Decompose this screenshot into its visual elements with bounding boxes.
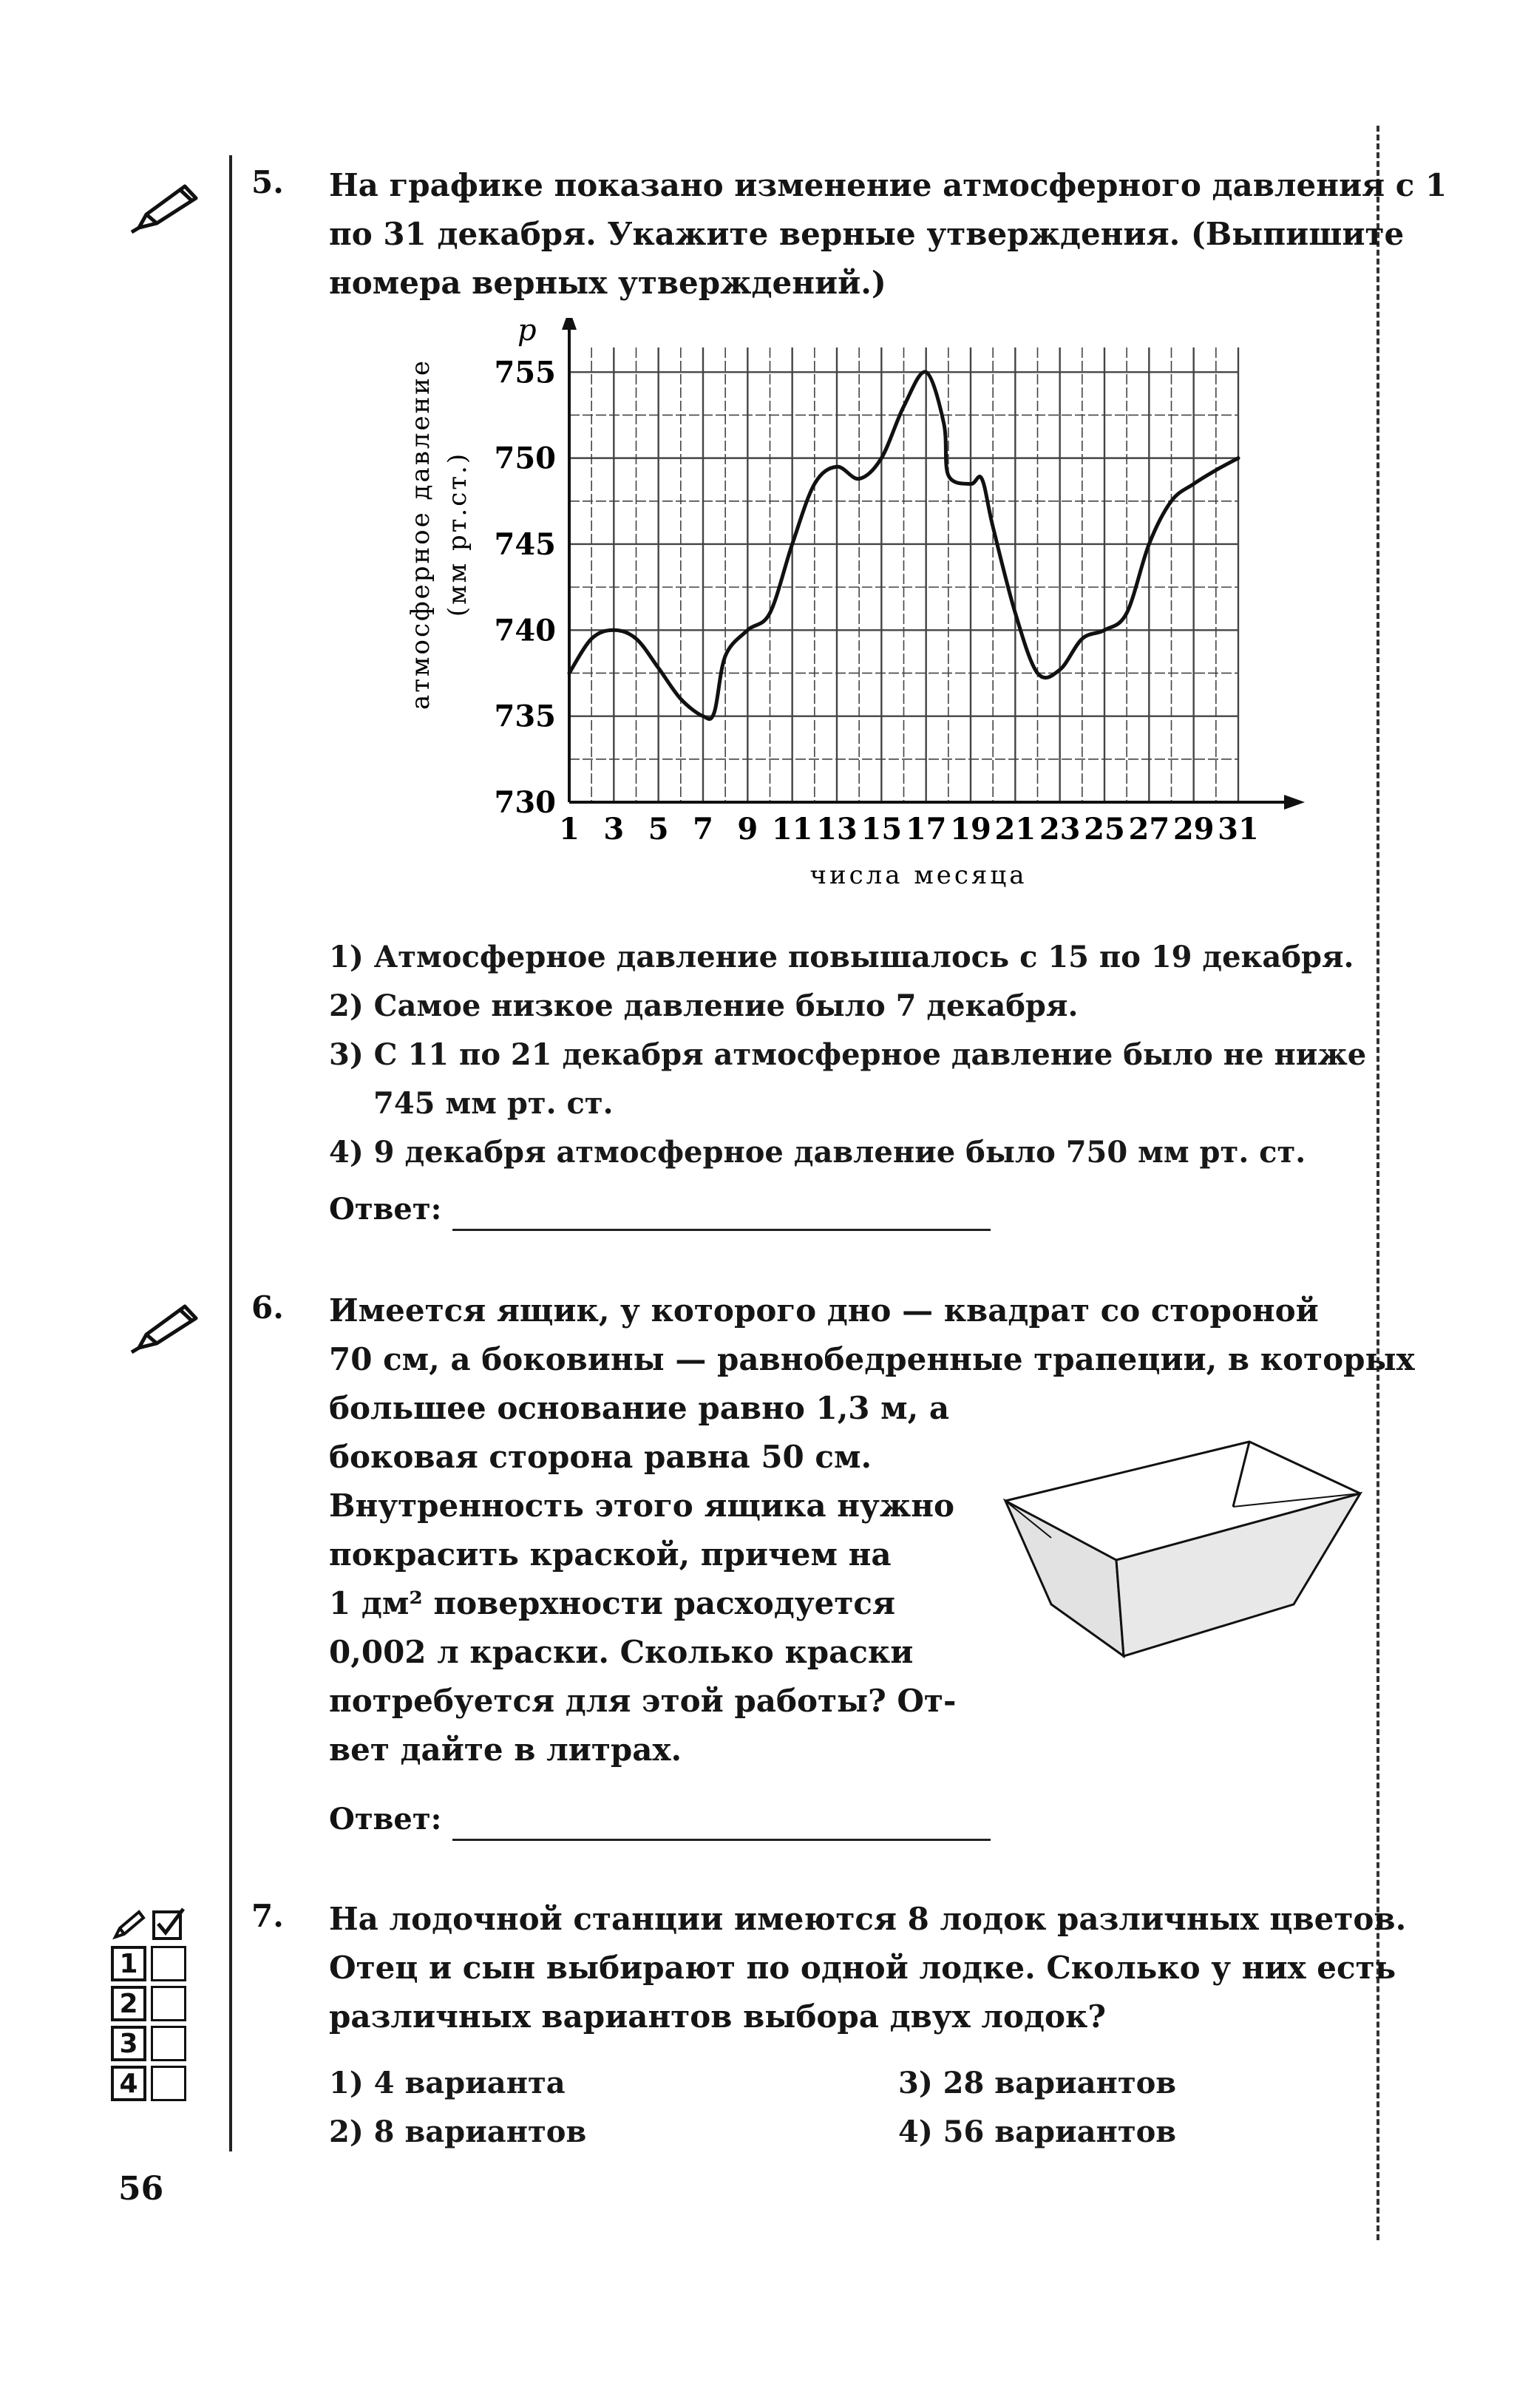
checkbox-label-3: 3 <box>111 2026 146 2061</box>
task6-line: большее основание равно 1,3 м, а <box>329 1390 950 1426</box>
checkbox-row-1 <box>111 1944 186 1984</box>
checkbox-header <box>111 1904 186 1944</box>
pencil-icon-task6 <box>126 1298 207 1360</box>
chart-x-tick-label: 31 <box>1218 812 1259 847</box>
task6-line: 1 дм² поверхности расходуется <box>329 1585 895 1621</box>
task7-line: На лодочной станции имеются 8 лодок различных цветов. <box>329 1901 1407 1937</box>
task6-line: вет дайте в литрах. <box>329 1732 682 1768</box>
chart-y-axis-label: атмосферное давление <box>406 358 435 710</box>
checkbox-row-2 <box>111 1984 186 2024</box>
task5-answer-label: Ответ: <box>329 1192 442 1227</box>
task7-statement <box>329 1895 1407 2041</box>
task6-answer-field[interactable] <box>452 1839 991 1841</box>
chart-y-axis-arrow <box>562 318 577 330</box>
chart-x-tick-label: 29 <box>1172 812 1215 847</box>
chart-x-tick-label: 13 <box>816 812 858 847</box>
task5-option-2: 2) Самое низкое давление было 7 декабря. <box>329 988 1079 1023</box>
pressure-chart-svg <box>384 318 1308 902</box>
task6-line: Внутренность этого ящика нужно <box>329 1488 955 1524</box>
task7-number: 7. <box>251 1898 284 1934</box>
chart-x-axis-arrow <box>1284 795 1305 810</box>
task5-line: по 31 декабря. Укажите верные утверждения. (Выпишите <box>329 216 1405 252</box>
task7-line: различных вариантов выбора двух лодок? <box>329 1998 1106 2035</box>
checkmark-icon <box>151 1906 186 1941</box>
task5-statement <box>329 161 1447 308</box>
chart-x-tick-label: 21 <box>994 812 1036 847</box>
task5-line: На графике показано изменение атмосферного давления с 1 <box>329 167 1447 203</box>
pencil-icon <box>126 1298 207 1357</box>
checkbox-label-4: 4 <box>111 2066 146 2101</box>
chart-y-tick-label: 745 <box>494 526 556 562</box>
chart-y-tick-label: 755 <box>494 355 556 390</box>
task5-number: 5. <box>251 164 284 200</box>
pressure-chart <box>384 318 1308 905</box>
task7-option-2: 2) 8 вариантов <box>329 2114 587 2149</box>
chart-x-tick-label: 23 <box>1039 812 1081 847</box>
chart-x-tick-label: 19 <box>950 812 991 847</box>
answer-checkbox-panel <box>111 1904 186 2103</box>
chart-y-tick-label: 735 <box>494 699 556 734</box>
chart-x-tick-label: 25 <box>1084 812 1125 847</box>
task5-option-1: 1) Атмосферное давление повышалось с 15 по 19 декабря. <box>329 940 1354 974</box>
page-number: 56 <box>118 2170 164 2208</box>
box-illustration <box>983 1420 1375 1674</box>
task7-option-3: 3) 28 вариантов <box>898 2066 1177 2100</box>
chart-x-tick-label: 1 <box>559 812 580 847</box>
task7-option-1: 1) 4 варианта <box>329 2066 566 2100</box>
pencil-icon <box>111 1906 146 1941</box>
task6-statement-narrow <box>329 1384 957 1774</box>
chart-y-tick-label: 740 <box>494 613 556 648</box>
checkbox-3[interactable] <box>151 2026 186 2061</box>
checkbox-row-4 <box>111 2063 186 2103</box>
chart-x-tick-label: 11 <box>771 812 813 847</box>
chart-x-tick-label: 9 <box>737 812 758 847</box>
task5-option-4: 4) 9 декабря атмосферное давление было 750 мм рт. ст. <box>329 1135 1306 1170</box>
task6-line: Имеется ящик, у которого дно — квадрат со стороной <box>329 1292 1319 1329</box>
checkbox-label-2: 2 <box>111 1986 146 2021</box>
chart-x-tick-label: 7 <box>693 812 713 847</box>
chart-y-tick-label: 730 <box>494 785 556 820</box>
task6-line: 70 см, а боковины — равнобедренные трапеции, в которых <box>329 1341 1415 1377</box>
task6-answer-label: Ответ: <box>329 1802 442 1836</box>
chart-x-tick-label: 5 <box>648 812 669 847</box>
checkbox-1[interactable] <box>151 1946 186 1981</box>
chart-x-tick-label: 3 <box>603 812 625 847</box>
checkbox-row-3 <box>111 2024 186 2063</box>
task6-line: боковая сторона равна 50 см. <box>329 1439 872 1475</box>
task6-line: 0,002 л краски. Сколько краски <box>329 1634 914 1670</box>
trapezoid-box-drawing <box>983 1420 1375 1671</box>
task5-option-3-cont: 745 мм рт. ст. <box>373 1086 614 1121</box>
task7-line: Отец и сын выбирают по одной лодке. Сколько у них есть <box>329 1950 1396 1986</box>
pencil-icon-task5 <box>126 177 207 240</box>
margin-line <box>229 155 232 2151</box>
checkbox-4[interactable] <box>151 2066 186 2101</box>
task6-number: 6. <box>251 1289 284 1326</box>
checkbox-2[interactable] <box>151 1986 186 2021</box>
chart-y-axis-symbol: p <box>517 318 537 347</box>
chart-x-axis-label: числа месяца <box>809 861 1028 890</box>
task6-line: покрасить краской, причем на <box>329 1536 892 1573</box>
chart-x-tick-label: 17 <box>905 812 947 847</box>
pencil-icon <box>126 177 207 237</box>
chart-x-tick-label: 27 <box>1128 812 1170 847</box>
task5-line: номера верных утверждений.) <box>329 265 886 301</box>
task5-option-3: 3) С 11 по 21 декабря атмосферное давление было не ниже <box>329 1037 1367 1072</box>
task6-line: потребуется для этой работы? От- <box>329 1683 957 1719</box>
chart-x-tick-label: 15 <box>860 812 903 847</box>
task7-options-right <box>898 2059 1176 2157</box>
task5-answer-field[interactable] <box>452 1229 991 1231</box>
chart-y-tick-label: 750 <box>494 441 556 476</box>
task7-option-4: 4) 56 вариантов <box>898 2114 1177 2149</box>
task7-options-left <box>329 2059 586 2157</box>
checkbox-label-1: 1 <box>111 1946 146 1981</box>
task5-options <box>329 933 1367 1177</box>
chart-y-axis-unit: (мм рт.ст.) <box>443 451 472 617</box>
task6-statement-top <box>329 1286 1415 1384</box>
